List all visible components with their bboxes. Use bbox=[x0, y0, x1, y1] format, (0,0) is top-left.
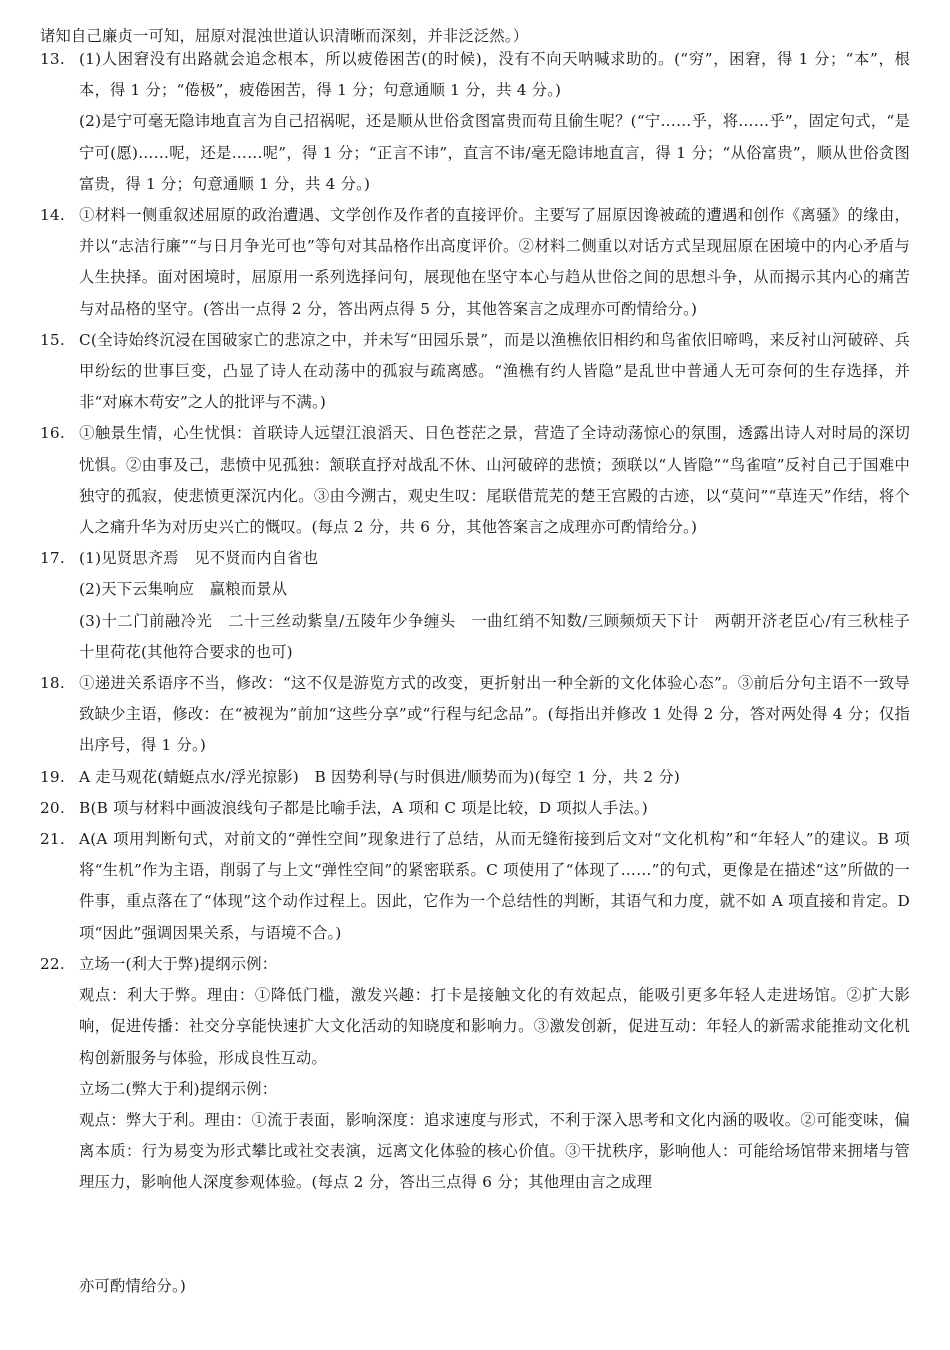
answer-18 bbox=[40, 668, 910, 762]
answer-13-part-2: (2)是宁可毫无隐讳地直言为自己招祸呢，还是顺从世俗贪图富贵而苟且偷生呢？(“宁……乎，将……乎”，固定句式，“是宁可(愿)……呢，还是……呢”，得 1 分；“正言不讳”，直言不讳/毫无隐讳地直言，得 1 分；“从俗富贵”，顺从世俗贪图富贵，得 1 分；句意通顺 1 分，共 4 分。) bbox=[79, 112, 910, 193]
answer-13-part-1 bbox=[40, 44, 910, 106]
question-number: 20. bbox=[40, 798, 65, 817]
answer-text: ①触景生情，心生忧惧：首联诗人远望江浪滔天、日色苍茫之景，营造了全诗动荡惊心的氛围，透露出诗人对时局的深切忧惧。②由事及己，悲愤中见孤独：颔联直抒对战乱不休、山河破碎的悲愤；颈联以“人皆隐”“鸟雀喧”反衬自己于国难中独守的孤寂，使悲愤更深沉内化。③由今溯古，观史生叹：尾联借荒芜的楚王宫殿的古迹，以“莫问”“草连天”作结，将个人之痛升华为对历史兴亡的慨叹。(每点 2 分，共 6 分，其他答案言之成理亦可酌情给分。) bbox=[79, 424, 910, 537]
answer-text: A 走马观花(蜻蜓点水/浮光掠影) B 因势利导(与时俱进/顺势而为)(每空 1 分，共 2 分) bbox=[79, 767, 681, 786]
question-number: 17. bbox=[40, 549, 65, 568]
answer-17-part-1 bbox=[40, 543, 910, 574]
answer-text: B(B 项与材料中画波浪线句子都是比喻手法，A 项和 C 项是比较，D 项拟人手法。) bbox=[79, 798, 648, 817]
answer-14 bbox=[40, 200, 910, 325]
question-number: 14. bbox=[40, 206, 65, 225]
cut-off-bottom-text: 亦可酌情给分。) bbox=[79, 1277, 186, 1295]
answer-16 bbox=[40, 418, 910, 543]
question-number: 21. bbox=[40, 830, 65, 849]
answer-17 bbox=[40, 543, 926, 668]
answer-22 bbox=[40, 949, 910, 1199]
answer-text: A(A 项用判断句式，对前文的“弹性空间”现象进行了总结，从而无缝衔接到后文对“文化机构”和“年轻人”的建议。B 项将“生机”作为主语，削弱了与上文“弹性空间”的紧密联系。C 项使用了“体现了……”的句式，更像是在描述“这”所做的一件事，重点落在了“体现”这个动作过程上。因此，它作为一个总结性的判断，其语气和力度，就不如 A 项直接和肯定。D 项“因此”强调因果关系，与语境不合。) bbox=[79, 830, 910, 942]
answer-21 bbox=[40, 824, 910, 949]
question-number: 13. bbox=[40, 50, 65, 68]
answer-text: 立场一(利大于弊)提纲示例： bbox=[79, 954, 278, 973]
answer-22-stance-2-heading: 立场二(弊大于利)提纲示例： bbox=[79, 1079, 278, 1098]
answer-text: C(全诗始终沉浸在国破家亡的悲凉之中，并未写“田园乐景”，而是以渔樵依旧相约和鸟雀依旧啼鸣，来反衬山河破碎、兵甲纷纭的世事巨变，凸显了诗人在动荡中的孤寂与疏离感。“渔樵有约人皆隐”是乱世中普通人无可奈何的生存选择，并非“对麻木苟安”之人的批评与不满。) bbox=[79, 330, 910, 412]
question-number: 15. bbox=[40, 330, 65, 349]
question-number: 18. bbox=[40, 674, 65, 693]
answer-22-stance-1-heading bbox=[40, 949, 910, 980]
answer-22-stance-1-body: 观点：利大于弊。理由：①降低门槛，激发兴趣：打卡是接触文化的有效起点，能吸引更多年轻人走进场馆。②扩大影响，促进传播：社交分享能快速扩大文化活动的知晓度和影响力。③激发创新，促进互动：年轻人的新需求能推动文化机构创新服务与体验，形成良性互动。 bbox=[79, 986, 910, 1067]
cut-off-top-text: 诸知自己廉贞一可知，屈原对混浊世道认识清晰而深刻，并非泛泛然。） bbox=[40, 27, 529, 45]
question-number: 19. bbox=[40, 767, 65, 786]
answer-19 bbox=[40, 762, 910, 793]
answer-13 bbox=[40, 44, 910, 200]
question-number: 22. bbox=[40, 954, 65, 973]
answer-15 bbox=[40, 325, 910, 419]
answer-text: ①递进关系语序不当，修改：“这不仅是游览方式的改变，更折射出一种全新的文化体验心态”。③前后分句主语不一致导致缺少主语，修改：在“被视为”前加“这些分享”或“行程与纪念品”。(每指出并修改 1 处得 2 分，答对两处得 4 分；仅指出序号，得 1 分。) bbox=[79, 674, 910, 755]
answer-text: (1)见贤思齐焉 见不贤而内自省也 bbox=[79, 549, 319, 568]
cut-off-bottom-line bbox=[40, 1271, 910, 1295]
answer-20 bbox=[40, 793, 910, 824]
answer-text: ①材料一侧重叙述屈原的政治遭遇、文学创作及作者的直接评价。主要写了屈原因谗被疏的遭遇和创作《离骚》的缘由，并以“志洁行廉”“与日月争光可也”等句对其品格作出高度评价。②材料二侧重以对话方式呈现屈原在困境中的内心矛盾与人生抉择。面对困境时，屈原用一系列选择问句，展现他在坚守本心与趋从世俗之间的思想斗争，从而揭示其内心的痛苦与对品格的坚守。(答出一点得 2 分，答出两点得 5 分，其他答案言之成理亦可酌情给分。) bbox=[79, 206, 910, 318]
answer-text: (1)人困窘没有出路就会追念根本，所以疲倦困苦(的时候)，没有不向天呐喊求助的。(“穷”，困窘，得 1 分；“本”，根本，得 1 分；“倦极”，疲倦困苦，得 1 分；句意通顺 1 分，共 4 分。) bbox=[79, 50, 910, 100]
question-number: 16. bbox=[40, 424, 65, 443]
answer-17-part-3: (3)十二门前融冷光 二十三丝动紫皇/五陵年少争缠头 一曲红绡不知数/三顾频烦天下计 两朝开济老臣心/有三秋桂子 十里荷花(其他符合要求的也可) bbox=[79, 611, 926, 661]
answer-content bbox=[40, 44, 926, 1199]
answer-17-part-2: (2)天下云集响应 赢粮而景从 bbox=[79, 580, 288, 599]
answer-22-stance-2-body: 观点：弊大于利。理由：①流于表面，影响深度：追求速度与形式，不利于深入思考和文化内涵的吸收。②可能变味，偏离本质：行为易变为形式攀比或社交表演，远离文化体验的核心价值。③干扰秩序，影响他人：可能给场馆带来拥堵与管理压力，影响他人深度参观体验。(每点 2 分，答出三点得 6 分；其他理由言之成理 bbox=[79, 1110, 910, 1192]
